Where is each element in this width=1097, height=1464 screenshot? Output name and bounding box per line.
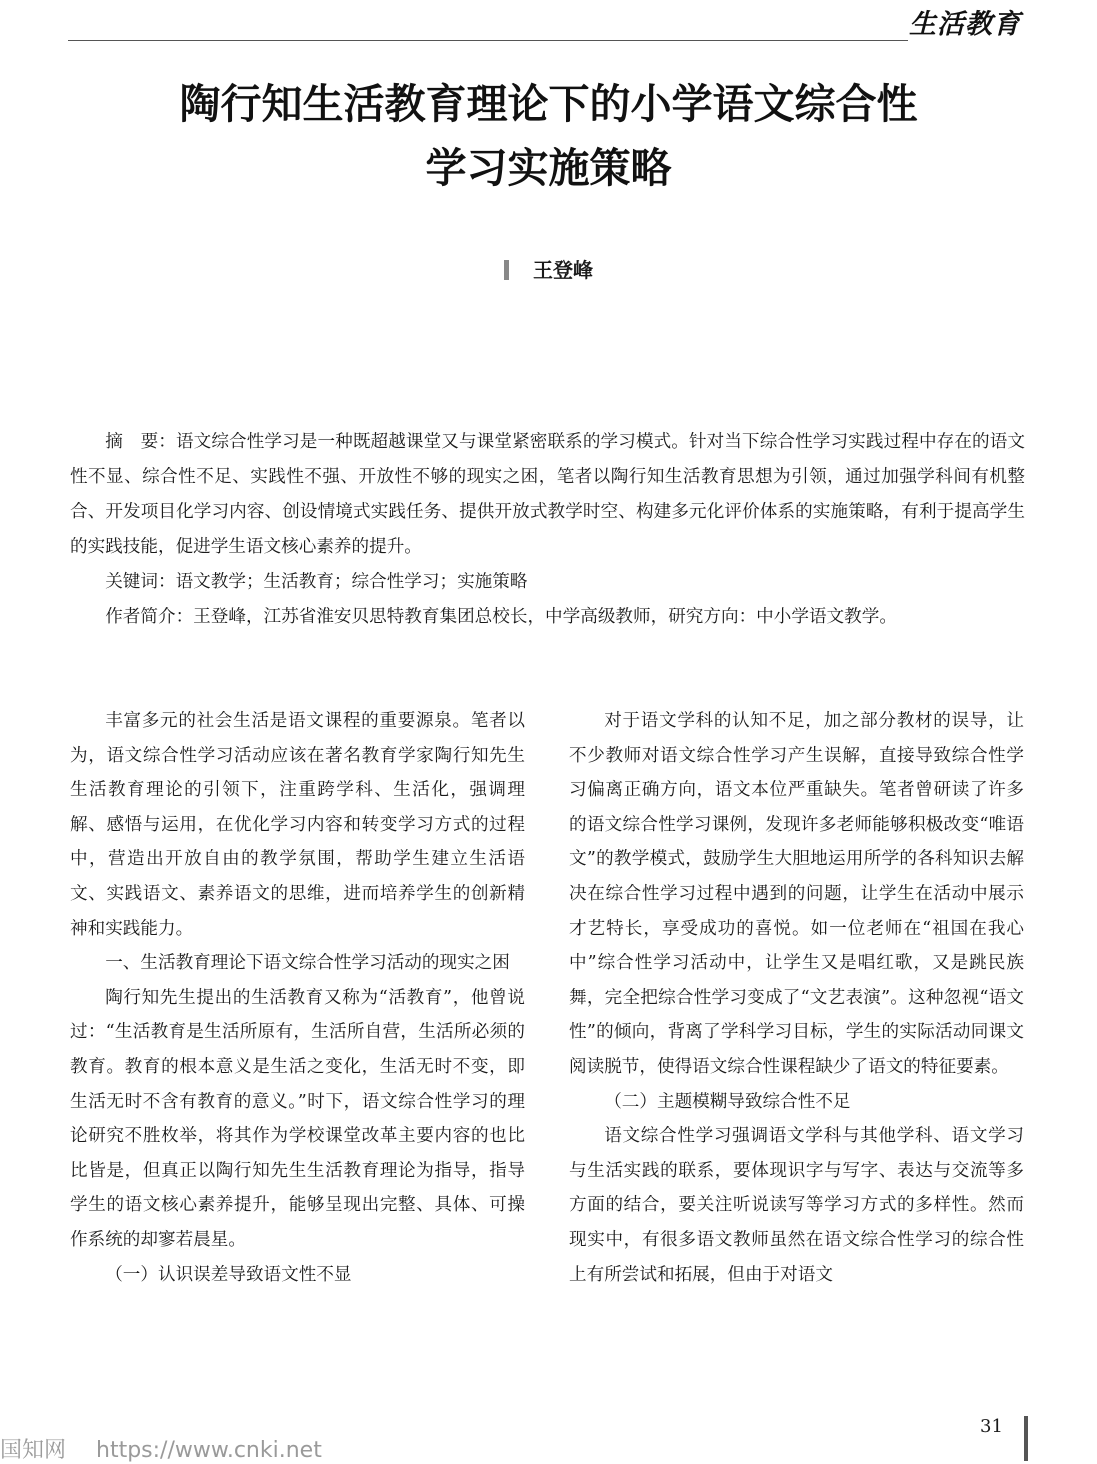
body-column-left (70, 704, 525, 1292)
article-title (60, 72, 1037, 200)
author-name: 王登峰 (533, 258, 593, 282)
subsection-heading: （二）主题模糊导致综合性不足 (604, 1091, 851, 1112)
footer-watermark (0, 1433, 322, 1464)
body-column-right (569, 704, 1024, 1292)
title-line-1: 陶行知生活教育理论下的小学语文综合性 (179, 80, 918, 128)
abstract-keywords: 关键词：语文教学；生活教育；综合性学习；实施策略 (105, 572, 528, 592)
journal-name: 生活教育 (909, 9, 1021, 40)
section-heading: 一、生活教育理论下语文综合性学习活动的现实之困 (105, 953, 510, 974)
subsection-heading: （一）认识误差导致语文性不显 (105, 1264, 352, 1285)
title-line-2: 学习实施策略 (425, 144, 672, 192)
author-row (0, 254, 1097, 283)
abstract-bio: 作者简介：王登峰，江苏省淮安贝思特教育集团总校长，中学高级教师，研究方向：中小学语文教学。 (105, 607, 897, 627)
paragraph: 对于语文学科的认知不足，加之部分教材的误导，让不少教师对语文综合性学习产生误解，直接导致综合性学习偏离正确方向，语文本位严重缺失。笔者曾研读了许多的语文综合性学习课例，发现许多老师能够积极改变“唯语文”的教学模式，鼓励学生大胆地运用所学的各科知识去解决在综合性学习过程中遇到的问题，让学生在活动中展示才艺特长，享受成功的喜悦。如一位老师在“祖国在我心中”综合性学习活动中，让学生又是唱红歌，又是跳民族舞，完全把综合性学习变成了“文艺表演”。这种忽视“语文性”的倾向，背离了学科学习目标，学生的实际活动同课文阅读脱节，使得语文综合性课程缺少了语文的特征要素。 (569, 711, 1024, 1077)
abstract-summary: 摘 要：语文综合性学习是一种既超越课堂又与课堂紧密联系的学习模式。针对当下综合性学习实践过程中存在的语文性不显、综合性不足、实践性不强、开放性不够的现实之困，笔者以陶行知生活教育思想为引领，通过加强学科间有机整合、开发项目化学习内容、创设情境式实践任务、提供开放式教学时空、构建多元化评价体系的实施策略，有利于提高学生的实践技能，促进学生语文核心素养的提升。 (70, 432, 1025, 557)
page-number-bar (1024, 1416, 1028, 1461)
site-url[interactable]: https://www.cnki.net (96, 1438, 322, 1463)
site-name: 国知网 (0, 1438, 67, 1463)
header-rule (68, 40, 908, 41)
author-bar (504, 260, 509, 280)
abstract-block (70, 425, 1025, 635)
paragraph: 语文综合性学习强调语文学科与其他学科、语文学习与生活实践的联系，要体现识字与写字、表达与交流等多方面的结合，要关注听说读写等学习方式的多样性。然而现实中，有很多语文教师虽然在语文综合性学习的综合性上有所尝试和拓展，但由于对语文 (569, 1126, 1024, 1285)
page-number: 31 (980, 1416, 1003, 1437)
paragraph: 陶行知先生提出的生活教育又称为“活教育”，他曾说过：“生活教育是生活所原有，生活所自营，生活所必须的教育。教育的根本意义是生活之变化，生活无时不变，即生活无时不含有教育的意义。”时下，语文综合性学习的理论研究不胜枚举，将其作为学校课堂改革主要内容的也比比皆是，但真正以陶行知先生生活教育理论为指导，指导学生的语文核心素养提升，能够呈现出完整、具体、可操作系统的却寥若晨星。 (70, 987, 525, 1250)
paragraph: 丰富多元的社会生活是语文课程的重要源泉。笔者以为，语文综合性学习活动应该在著名教育学家陶行知先生生活教育理论的引领下，注重跨学科、生活化，强调理解、感悟与运用，在优化学习内容和转变学习方式的过程中，营造出开放自由的教学氛围，帮助学生建立生活语文、实践语文、素养语文的思维，进而培养学生的创新精神和实践能力。 (70, 711, 525, 939)
